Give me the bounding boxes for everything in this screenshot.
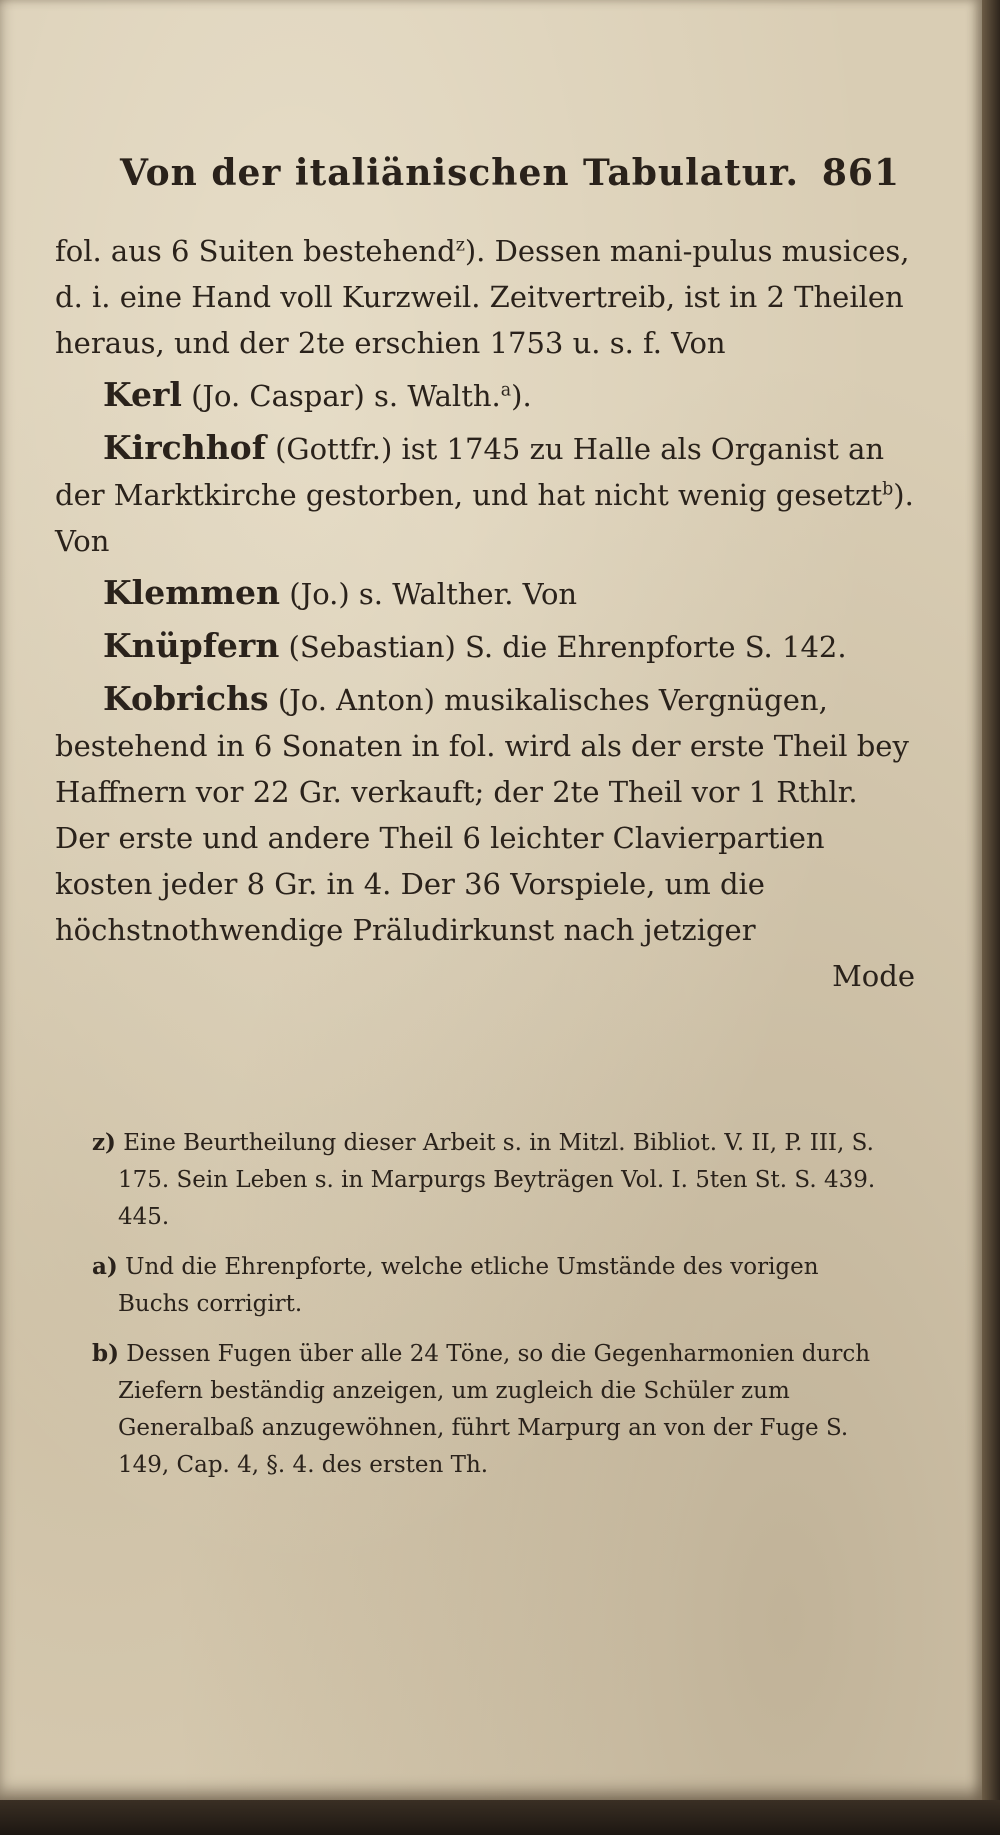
entry-text: (Sebastian) S. die Ehrenpforte S. 142.: [279, 630, 847, 664]
running-head-title: Von der italiänischen Tabulatur.: [120, 152, 800, 194]
entry-kirchhof: [55, 425, 915, 564]
continuation-paragraph: [55, 228, 915, 366]
footnote-text: Dessen Fugen über alle 24 Töne, so die Gegenharmonien durch Ziefern beständig anzeigen, um zugleich die Schüler zum Generalbaß anzugewöhnen, führt Marpurg an von der Fuge S. 149, Cap. 4, §. 4. des ersten Th.: [118, 1341, 871, 1478]
entry-lemma: Knüpfern: [103, 626, 280, 665]
entry-text: (Jo.) s. Walther. Von: [280, 577, 578, 611]
page-number: 861: [821, 152, 900, 194]
page-edge-right: [982, 0, 1000, 1835]
footnote-text: Eine Beurtheilung dieser Arbeit s. in Mitzl. Bibliot. V. II, P. III, S. 175. Sein Leben s. in Marpurgs Beyträgen Vol. I. 5ten St. S. 439. 445.: [118, 1130, 876, 1230]
entry-knuepfern: [55, 623, 915, 670]
footnote-z: [92, 1124, 892, 1236]
entry-kobrichs: [55, 676, 915, 953]
entry-text: (Jo. Anton) musikalisches Vergnügen, bestehend in 6 Sonaten in fol. wird als der erste Theil bey Haffnern vor 22 Gr. verkauft; der 2te Theil vor 1 Rthlr. Der erste und andere Theil 6 leichter Clavierpartien kosten jeder 8 Gr. in 4. Der 36 Vorspiele, um die höchstnothwendige Präludirkunst nach jetziger: [55, 683, 909, 947]
footnote-ref-b: b: [882, 479, 894, 500]
footnote-mark: a): [92, 1253, 118, 1280]
entry-lemma: Kobrichs: [103, 679, 269, 718]
entry-lemma: Kirchhof: [103, 428, 266, 467]
main-text: [55, 228, 915, 999]
footnote-ref-z: z: [455, 235, 465, 256]
running-head: [120, 152, 900, 202]
footnote-mark: b): [92, 1340, 119, 1367]
catchword: Mode: [832, 959, 915, 993]
continuation-text-end: ). Dessen mani-pulus musices, d. i. eine Hand voll Kurzweil. Zeitvertreib, ist in 2 Theilen heraus, und der 2te erschien 1753 u. s. f. Von: [55, 234, 910, 360]
entry-text: (Gottfr.) ist 1745 zu Halle als Organist an der Marktkirche gestorben, und hat nicht wenig gesetzt: [55, 432, 885, 512]
page-edge-bottom: [0, 1800, 1000, 1835]
entry-kerl: [55, 372, 915, 419]
footnote-mark: z): [92, 1129, 116, 1156]
footnote-a: [92, 1248, 892, 1323]
entry-lemma: Kerl: [103, 375, 182, 414]
continuation-text-start: fol. aus 6 Suiten bestehend: [55, 234, 456, 268]
entry-klemmen: [55, 570, 915, 617]
footnote-b: [92, 1335, 892, 1484]
footnote-ref-a: a: [500, 380, 512, 401]
entry-text: (Jo. Caspar) s. Walth.: [181, 379, 501, 413]
entry-lemma: Klemmen: [103, 573, 281, 612]
entry-tail: ).: [511, 379, 532, 413]
footnote-text: Und die Ehrenpforte, welche etliche Umstände des vorigen Buchs corrigirt.: [118, 1254, 819, 1317]
entry-tail: ). Von: [55, 478, 914, 558]
footnotes: [92, 1124, 892, 1496]
